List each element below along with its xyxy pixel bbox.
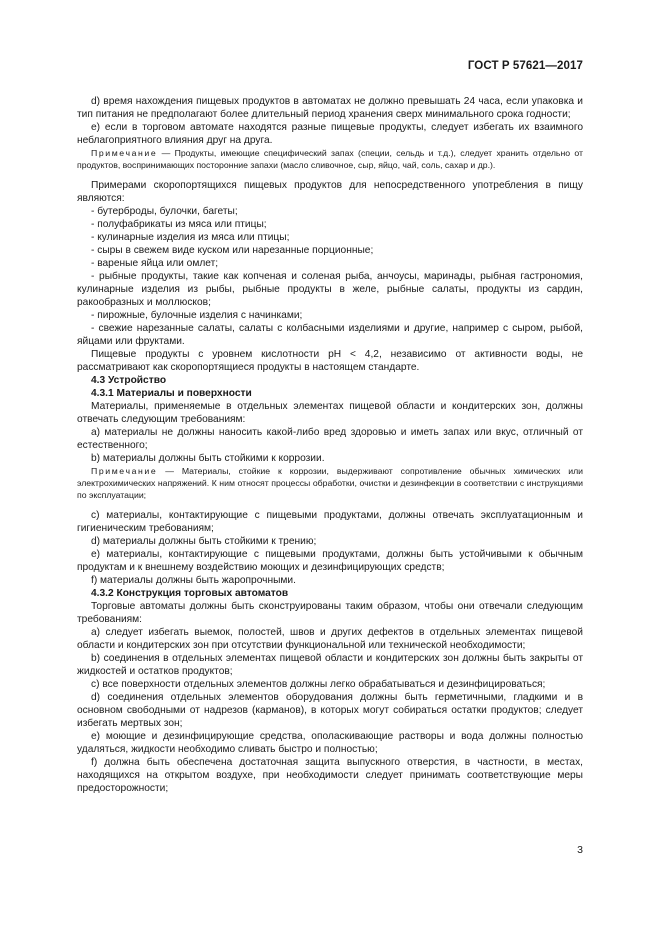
- list-item: f) должна быть обеспечена достаточная защита выпускного отверстия, в частности, в местах, находящихся на открытом воздухе, при необходимости следует принимать соответствующие меры предосторожности;: [77, 757, 583, 794]
- list-item: d) соединения отдельных элементов оборудования должны быть герметичными, гладкими и в основном свободными от надрезов (карманов), в которых могут собираться остатки продуктов; следует избегать мертвых зон;: [77, 692, 583, 729]
- paragraph: е) если в торговом автомате находятся разные пищевые продукты, следует избегать их взаимного неблагоприятного влияния друг на друга.: [77, 122, 583, 146]
- paragraph: Пищевые продукты с уровнем кислотности pH < 4,2, независимо от активности воды, не рассматривают как скоропортящиеся продукты в настоящем стандарте.: [77, 349, 583, 373]
- paragraph: Торговые автоматы должны быть сконструированы таким образом, чтобы они отвечали следующим требованиям:: [77, 601, 583, 625]
- subsection-heading: 4.3.1 Материалы и поверхности: [91, 388, 252, 399]
- paragraph: Примерами скоропортящихся пищевых продуктов для непосредственного употребления в пищу являются:: [77, 180, 583, 204]
- list-item: - свежие нарезанные салаты, салаты с колбасными изделиями и другие, например с сыром, рыбой, яйцами или фруктами.: [77, 323, 583, 347]
- list-item: с) материалы, контактирующие с пищевыми продуктами, должны отвечать эксплуатационным и гигиеническим требованиям;: [77, 510, 583, 534]
- note-text: — Продукты, имеющие специфический запах (специи, сельдь и т.д.), следует хранить отдельно от продуктов, воспринимающих посторонние запахи (масло сливочное, сыр, яйцо, чай, соль, сахар и др.).: [77, 148, 583, 170]
- list-item: d) материалы должны быть стойкими к трению;: [91, 536, 317, 547]
- note: [77, 465, 583, 501]
- paragraph: d) время нахождения пищевых продуктов в автоматах не должно превышать 24 часа, если упаковка и тип питания не предполагают более длительный период хранения сверх минимального срока годности;: [77, 96, 583, 120]
- list-item: е) моющие и дезинфицирующие средства, ополаскивающие растворы и вода должны полностью удаляться, жидкости необходимо сливать быстро и полностью;: [77, 731, 583, 755]
- list-item: е) материалы, контактирующие с пищевыми продуктами, должны быть устойчивыми к обычным продуктам и к внешнему воздействию моющих и дезинфицирующих средств;: [77, 549, 583, 573]
- list-item: - полуфабрикаты из мяса или птицы;: [91, 219, 267, 230]
- list-item: b) материалы должны быть стойкими к коррозии.: [91, 453, 325, 464]
- note: [77, 147, 583, 171]
- note-text: — Материалы, стойкие к коррозии, выдерживают сопротивление обычных химических или электрохимических напряжений. К ним относят процессы обработки, очистки и дезинфекции в соответствии с инструкциями по эксплуатации;: [77, 466, 583, 500]
- list-item: с) все поверхности отдельных элементов должны легко обрабатываться и дезинфицироваться;: [91, 679, 546, 690]
- note-label: Примечание: [91, 148, 158, 158]
- list-item: b) соединения в отдельных элементах пищевой области и кондитерских зон должны быть закрыты от жидкостей и остатков продуктов;: [77, 653, 583, 677]
- list-item: - кулинарные изделия из мяса или птицы;: [91, 232, 290, 243]
- list-item: а) следует избегать выемок, полостей, швов и других дефектов в отдельных элементах пищевой области и кондитерских зон при отсутствии функциональной или технической необходимости;: [77, 627, 583, 651]
- section-heading: 4.3 Устройство: [91, 375, 167, 386]
- page-content: [77, 95, 583, 795]
- list-item: f) материалы должны быть жаропрочными.: [91, 575, 296, 586]
- list-item: - рыбные продукты, такие как копченая и соленая рыба, анчоусы, маринады, рыбная гастрономия, кулинарные изделия из рыбы, рыбные продукты в желе, рыбные салаты, продукты из сардин, ракообразных и моллюсков;: [77, 271, 583, 308]
- list-item: - бутерброды, булочки, багеты;: [91, 206, 238, 217]
- subsection-heading: 4.3.2 Конструкция торговых автоматов: [91, 588, 289, 599]
- paragraph: Материалы, применяемые в отдельных элементах пищевой области и кондитерских зон, должны отвечать следующим требованиям:: [77, 401, 583, 425]
- standard-header: ГОСТ Р 57621—2017: [467, 60, 583, 72]
- list-item: а) материалы не должны наносить какой-либо вред здоровью и иметь запах или вкус, отличный от естественного;: [77, 427, 583, 451]
- list-item: - сыры в свежем виде куском или нарезанные порционные;: [91, 245, 374, 256]
- list-item: - пирожные, булочные изделия с начинками;: [91, 310, 303, 321]
- list-item: - вареные яйца или омлет;: [91, 258, 219, 269]
- note-label: Примечание: [91, 466, 158, 476]
- page-number: 3: [577, 844, 583, 856]
